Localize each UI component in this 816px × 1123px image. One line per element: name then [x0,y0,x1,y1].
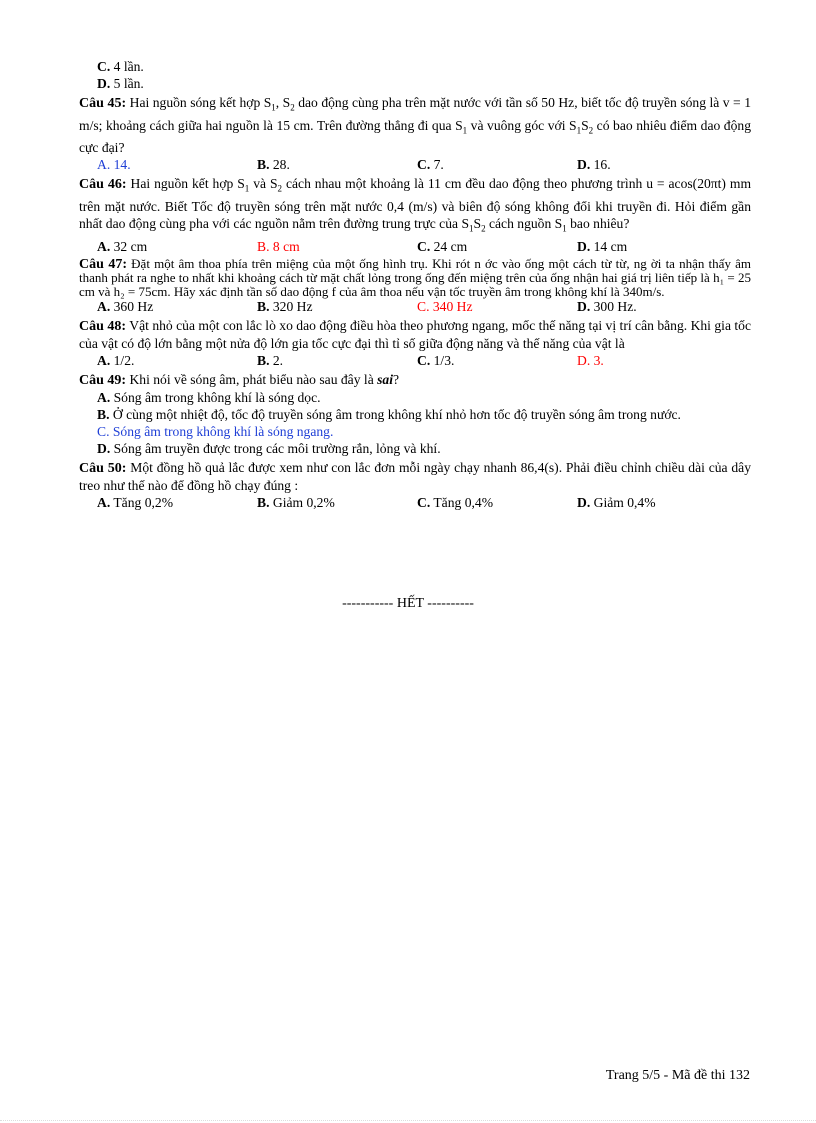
question-46-options [79,238,751,255]
option-b: B. Giảm 0,2% [257,495,335,511]
question-46: Câu 46: Hai nguồn kết hợp $S_1$ và $S_2$ cách nhau một khoảng là 11 cm đều dao động theo phương trình u = acos(20πt) mm trên mặt nước. Biết Tốc độ truyền sóng trên mặt nước 0,4 (m/s) và biên độ sóng không đổi khi truyền đi. Hỏi điểm gần nhất dao động cùng pha với các nguồn nằm trên đường trung trực của $S_1S_2$ cách nguồn $S_1$ bao nhiêu? [79,176,752,234]
exam-page [79,58,751,511]
option-d: D. 14 cm [577,238,628,254]
option-a: A. Tăng 0,2% [97,495,174,511]
page-bottom-divider [0,1120,816,1121]
option-a: A. Sóng âm trong không khí là sóng dọc. [97,390,321,406]
option-a: A. 360 Hz [97,299,154,315]
question-47: Câu 47: Đặt một âm thoa phía trên miệng của một ống hình trụ. Khi rót n ớc vào ống một cách từ từ, ng ời ta nhận thấy âm thanh phát ra nghe to nhất khi khoảng cách từ mặt chất lỏng trong ống đến miệng trên của ống nhận hai giá trị liên tiếp là h₁ = 25 cm và h₂ = 75cm. Hãy xác định tần số dao động f của âm thoa nếu vận tốc truyền âm trong không khí là 340m/s. [79,255,751,299]
question-48: Câu 48: Vật nhỏ của một con lắc lò xo dao động điều hòa theo phương ngang, mốc thế năng tại vị trí cân bằng. Khi gia tốc của vật có độ lớn bằng một nửa độ lớn gia tốc cực đại thì tỉ số giữa động năng và thế năng của vật là [79,318,752,352]
option-d: D. 16. [577,157,611,173]
option-c: C. Sóng âm trong không khí là sóng ngang. [97,424,334,440]
option-c: C. Tăng 0,4% [417,495,494,511]
question-50: Câu 50: Một đồng hồ quả lắc được xem như con lắc đơn mỗi ngày chạy nhanh 86,4(s). Phải điều chỉnh chiều dài của dây treo như thế nào để đồng hồ chạy đúng : [79,460,751,494]
option-c-prev: C. 4 lần. [97,59,144,74]
question-49: Câu 49: Khi nói về sóng âm, phát biểu nào sau đây là sai? [79,372,400,389]
question-45: Câu 45: Hai nguồn sóng kết hợp $S_1$, $S_2$ dao động cùng pha trên mặt nước với tần số 50 Hz, biết tốc độ truyền sóng là v = 1 m/s; khoảng cách giữa hai nguồn là 15 cm. Trên đường thẳng đi qua $S_1$ và vuông góc với $S_1S_2$ có bao nhiêu điểm dao động cực đại? [79,95,752,156]
question-48-options [79,352,751,369]
question-50-options [79,494,751,511]
option-b: B. 2. [257,353,284,369]
option-d: D. 300 Hz. [577,299,637,315]
option-a: A. 1/2. [97,353,135,369]
option-b: B. Ở cùng một nhiệt độ, tốc độ truyền sóng âm trong không khí nhỏ hơn tốc độ truyền sóng âm trong nước. [97,407,681,423]
end-marker: ----------- HẾT ---------- [342,596,474,611]
option-a: A. 14. [97,157,131,173]
option-c: C. 7. [417,157,444,173]
page-footer: Trang 5/5 - Mã đề thi 132 [605,1068,750,1083]
option-b: B. 320 Hz [257,299,313,315]
option-d: D. 3. [577,353,604,369]
option-a: A. 32 cm [97,238,148,254]
option-b: B. 28. [257,157,290,173]
question-45-options [79,156,751,173]
question-47-options [79,298,751,315]
option-c: C. 24 cm [417,238,468,254]
option-c: C. 340 Hz [417,299,473,315]
option-d-prev: D. 5 lần. [97,76,144,91]
option-d: D. Giảm 0,4% [577,495,656,511]
option-c: C. 1/3. [417,353,455,369]
option-b: B. 8 cm [257,238,300,254]
option-d: D. Sóng âm truyền được trong các môi trường rắn, lỏng và khí. [97,441,441,457]
